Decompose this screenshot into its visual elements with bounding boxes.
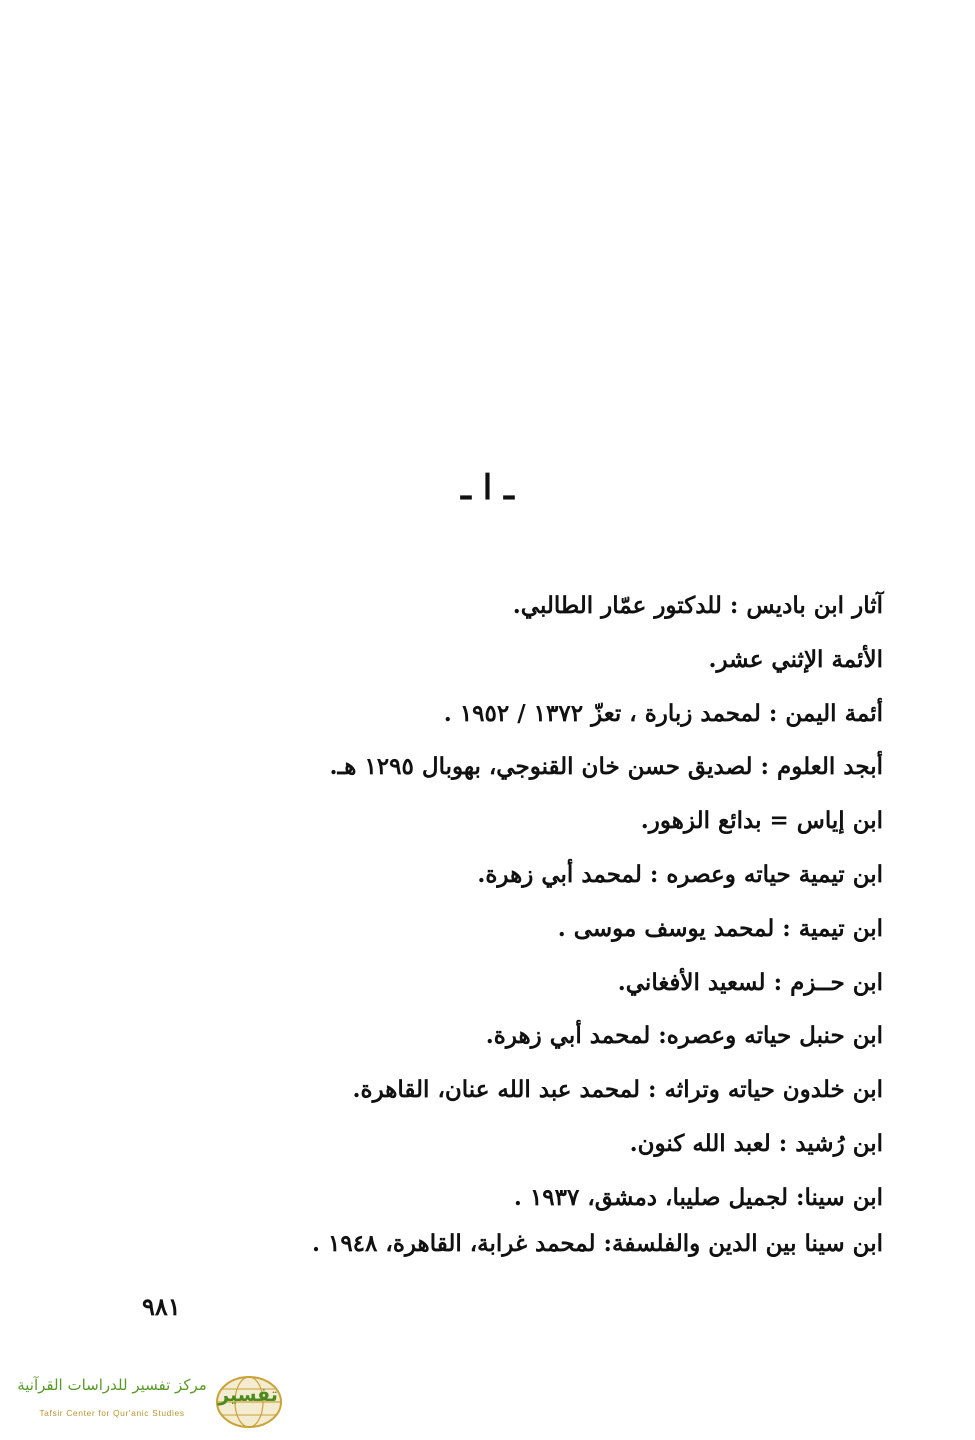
bibliography-entry: آثار ابن باديس : للدكتور عمّار الطالبي.	[512, 592, 883, 619]
bibliography-entry: أئمة اليمن : لمحمد زبارة ، تعزّ ١٣٧٢ / ١٩٥٢ .	[443, 699, 883, 727]
section-letter-heading: ـ ا ـ	[460, 468, 515, 508]
logo-wordmark: تفسير	[218, 1384, 278, 1406]
bibliography-entry: ابن سينا: لجميل صليبا، دمشق، ١٩٣٧ .	[513, 1183, 883, 1211]
bibliography-list	[183, 584, 883, 1266]
bibliography-entry: الأئمة الإثني عشر.	[708, 645, 883, 673]
page-number: ٩٨١	[142, 1292, 181, 1321]
bibliography-entry: ابن خلدون حياته وتراثه : لمحمد عبد الله عنان، القاهرة.	[352, 1076, 883, 1104]
logo-center-name: مركز تفسير للدراسات القرآنية	[17, 1376, 207, 1394]
bibliography-entry: ابن حــزم : لسعيد الأفغاني.	[617, 968, 883, 996]
logo-tagline: Tafsir Center for Qur'anic Studies	[39, 1408, 185, 1418]
bibliography-entry: أبجد العلوم : لصديق حسن خان القنوجي، بهوبال ١٢٩٥ هـ.	[329, 753, 883, 781]
bibliography-entry: ابن رُشيد : لعبد الله كنون.	[629, 1129, 883, 1157]
bibliography-entry: ابن إياس = بدائع الزهور.	[640, 807, 883, 835]
publisher-logo	[14, 1372, 290, 1432]
bibliography-entry: ابن تيمية : لمحمد يوسف موسى .	[557, 914, 883, 942]
bibliography-entry: ابن حنبل حياته وعصره: لمحمد أبي زهرة.	[485, 1022, 883, 1050]
bibliography-entry: ابن سينا بين الدين والفلسفة: لمحمد غرابة، القاهرة، ١٩٤٨ .	[311, 1229, 883, 1257]
bibliography-entry: ابن تيمية حياته وعصره : لمحمد أبي زهرة.	[477, 860, 883, 888]
